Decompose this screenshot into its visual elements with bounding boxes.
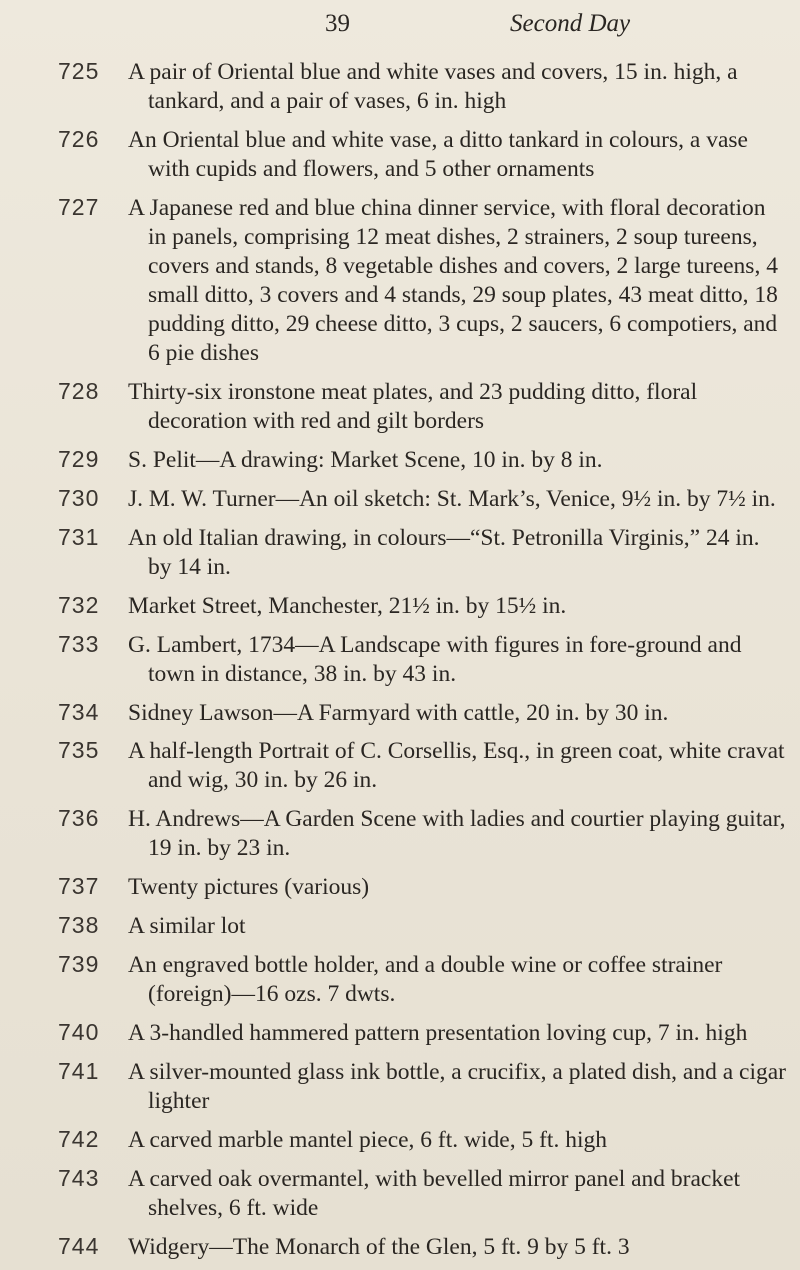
lot-number: 744	[58, 1233, 100, 1259]
lot-description: Widgery—The Monarch of the Glen, 5 ft. 9 by 5 ft. 3	[128, 1234, 630, 1260]
running-title: Second Day	[510, 10, 631, 37]
lot-description: A carved oak overmantel, with bevelled mirror panel and bracket shelves, 6 ft. wide	[128, 1166, 741, 1221]
lot-description: An Oriental blue and white vase, a ditto tankard in colours, a vase with cupids and flowers, and 5 other ornaments	[128, 127, 748, 182]
lot-description: H. Andrews—A Garden Scene with ladies and courtier playing guitar, 19 in. by 23 in.	[128, 806, 786, 861]
page-header	[0, 6, 800, 46]
lot-number: 737	[58, 873, 100, 899]
lot-description: S. Pelit—A drawing: Market Scene, 10 in. by 8 in.	[128, 447, 603, 473]
lot-number: 733	[58, 631, 100, 657]
lot-description: A 3-handled hammered pattern presentation loving cup, 7 in. high	[128, 1020, 748, 1046]
lot-number: 731	[58, 524, 100, 550]
lot-number: 727	[58, 194, 100, 220]
lot-number: 740	[58, 1019, 100, 1045]
lot-description: Twenty pictures (various)	[128, 874, 370, 900]
lot-description: An engraved bottle holder, and a double wine or coffee strainer (foreign)—16 ozs. 7 dwts.	[128, 952, 723, 1007]
lot-description: A carved marble mantel piece, 6 ft. wide, 5 ft. high	[128, 1127, 607, 1153]
lot-number: 728	[58, 378, 100, 404]
lot-description: G. Lambert, 1734—A Landscape with figures in fore-ground and town in distance, 38 in. by 43 in.	[128, 632, 742, 687]
lot-number: 732	[58, 592, 100, 618]
lot-description: An old Italian drawing, in colours—“St. Petronilla Virginis,” 24 in. by 14 in.	[128, 525, 760, 580]
lot-number: 738	[58, 912, 100, 938]
page-number: 39	[325, 10, 350, 37]
lot-number: 735	[58, 737, 100, 763]
lot-description: A half-length Portrait of C. Corsellis, Esq., in green coat, white cravat and wig, 30 in. by 26 in.	[128, 738, 785, 793]
lot-description: A Japanese red and blue china dinner service, with floral decoration in panels, comprising 12 meat dishes, 2 strainers, 2 soup tureens, covers and stands, 8 vegetable dishes and covers, 2 large tureens, 4 small ditto, 3 covers and 4 stands, 29 soup plates, 43 meat ditto, 18 pudding ditto, 29 cheese ditto, 3 cups, 2 saucers, 6 compotiers, and 6 pie dishes	[128, 195, 778, 366]
lot-description: J. M. W. Turner—An oil sketch: St. Mark’s, Venice, 9½ in. by 7½ in.	[128, 486, 776, 512]
lot-description: Sidney Lawson—A Farmyard with cattle, 20 in. by 30 in.	[128, 700, 669, 726]
lot-number: 736	[58, 805, 100, 831]
lot-number: 726	[58, 126, 100, 152]
lot-description: Market Street, Manchester, 21½ in. by 15½ in.	[128, 593, 567, 619]
lot-number: 730	[58, 485, 100, 511]
lot-description: A pair of Oriental blue and white vases and covers, 15 in. high, a tankard, and a pair of vases, 6 in. high	[128, 59, 738, 114]
lot-description: A similar lot	[128, 913, 246, 939]
lot-number: 741	[58, 1058, 100, 1084]
lot-number: 734	[58, 699, 100, 725]
lot-description: Thirty-six ironstone meat plates, and 23 pudding ditto, floral decoration with red and gilt borders	[128, 379, 698, 434]
lot-number: 742	[58, 1126, 100, 1152]
lot-number: 739	[58, 951, 100, 977]
lot-number: 725	[58, 58, 100, 84]
lot-number: 729	[58, 446, 100, 472]
lot-description: A silver-mounted glass ink bottle, a crucifix, a plated dish, and a cigar lighter	[128, 1059, 786, 1114]
lot-number: 743	[58, 1165, 100, 1191]
